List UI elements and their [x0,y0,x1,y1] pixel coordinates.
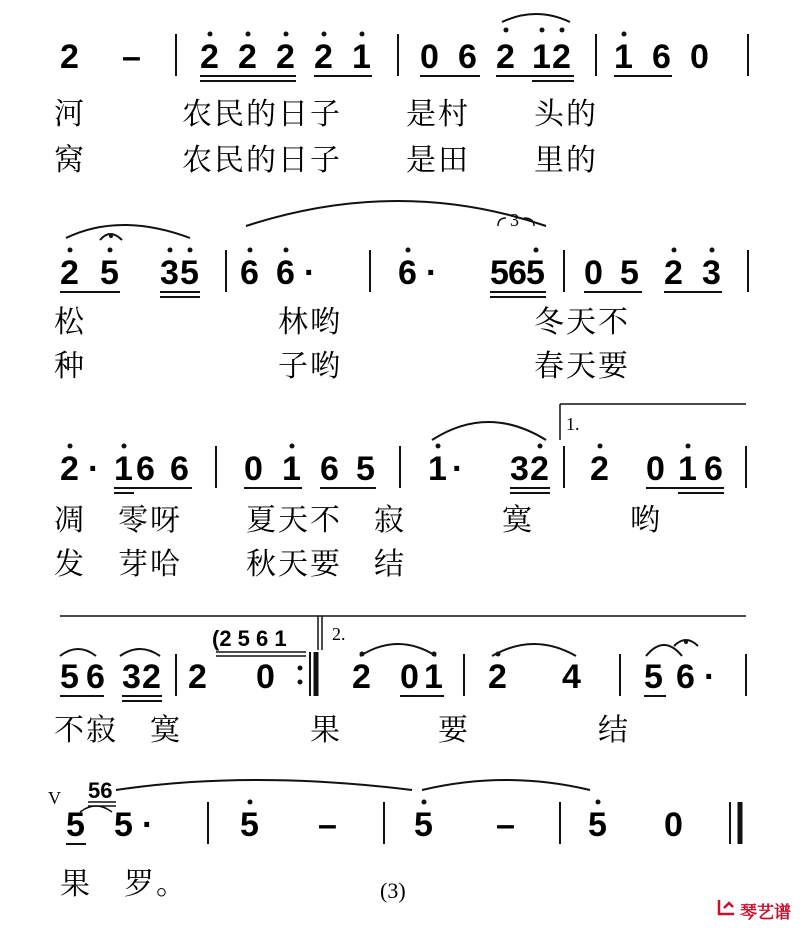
note: 2 [276,38,295,76]
note: 3 [702,254,721,292]
note: 2 [496,38,515,76]
note: 5 [588,806,607,844]
note: 5 [644,658,663,696]
dash: – [318,806,337,844]
note: 0 [400,658,419,696]
note: 5 [60,658,79,696]
note: 1 [114,450,133,488]
note: 6 [458,38,477,76]
note: 0 [420,38,439,76]
note: 5 [620,254,639,292]
note: 0 [664,806,683,844]
note: 5 [356,450,375,488]
lyrics-verse-2: 窝 农民的日子 是田 里的 [54,143,598,178]
note: 0 [584,254,603,292]
note: 1 [428,450,447,488]
note: 3 [160,254,179,292]
logo-icon [716,896,738,918]
note: 2 [488,658,507,696]
note: 3 [122,658,141,696]
note: 1 [352,38,371,76]
lyrics-verse-2: 种 子哟 春天要 [54,349,630,384]
note: 2 [200,38,219,76]
lyrics-verse-1: 不寂 寞 果 要 结 [54,713,630,748]
note: 1 [532,38,551,76]
dot: · [304,254,316,292]
note: 1 [282,450,301,488]
staff-line-4 [54,616,746,748]
note: 4 [562,658,581,696]
note: 1 [678,450,697,488]
staff-line-2 [54,201,748,384]
dash: – [122,38,141,76]
note: 2 [314,38,333,76]
note: 6 [704,450,723,488]
note: 5 [114,806,133,844]
note: 2 [188,658,207,696]
note: 6 [170,450,189,488]
note: 6 [240,254,259,292]
grace-notes: 56 [88,778,113,803]
note: 2 [60,254,79,292]
volta-2: 2. [332,624,346,644]
page-number: (3) [380,878,406,903]
note: 3 [510,450,529,488]
note: 0 [690,38,709,76]
note: 2 [664,254,683,292]
dash: – [496,806,515,844]
breath-mark: V [48,788,61,808]
note: 2 [142,658,161,696]
note: 5 [66,806,85,844]
grace-notes: (2 5 6 1 [212,626,287,651]
note: 5 [414,806,433,844]
note: 6 [276,254,295,292]
staff-line-3 [54,404,746,582]
staff-line-1 [54,14,748,178]
dot: · [452,450,464,488]
note: 5 [100,254,119,292]
note: 1 [614,38,633,76]
note: 1 [424,658,443,696]
logo-text: 琴艺谱 [740,903,791,923]
note: 0 [244,450,263,488]
note: 2 [60,38,79,76]
lyrics-verse-1: 松 林哟 冬天不 [54,305,630,340]
note: 6 [398,254,417,292]
note: 0 [646,450,665,488]
dot: · [704,658,716,696]
dot: · [426,254,438,292]
site-logo [716,896,800,922]
lyrics-verse-2: 发 芽哈 秋天要 结 [54,547,406,582]
note: 2 [530,450,549,488]
volta-1: 1. [566,414,580,434]
note: 0 [256,658,275,696]
note: 6 [652,38,671,76]
note: 6 [136,450,155,488]
note: 5 [180,254,199,292]
note: 6 [508,254,527,292]
note: 6 [676,658,695,696]
note: 2 [238,38,257,76]
note: 2 [60,450,79,488]
note: 5 [526,254,545,292]
note: 5 [490,254,509,292]
lyrics-verse-1: 果 罗。 [60,867,188,902]
note: 5 [240,806,259,844]
dot: · [88,450,100,488]
lyrics-verse-1: 河 农民的日子 是村 头的 [54,97,598,132]
note: 2 [352,658,371,696]
triplet-mark: 3 [510,210,519,230]
lyrics-verse-1: 凋 零呀 夏天不 寂 寞 哟 [54,503,662,538]
note: 6 [86,658,105,696]
slur [502,14,570,22]
note: 2 [590,450,609,488]
note: 2 [552,38,571,76]
dot: · [142,806,154,844]
note: 6 [320,450,339,488]
